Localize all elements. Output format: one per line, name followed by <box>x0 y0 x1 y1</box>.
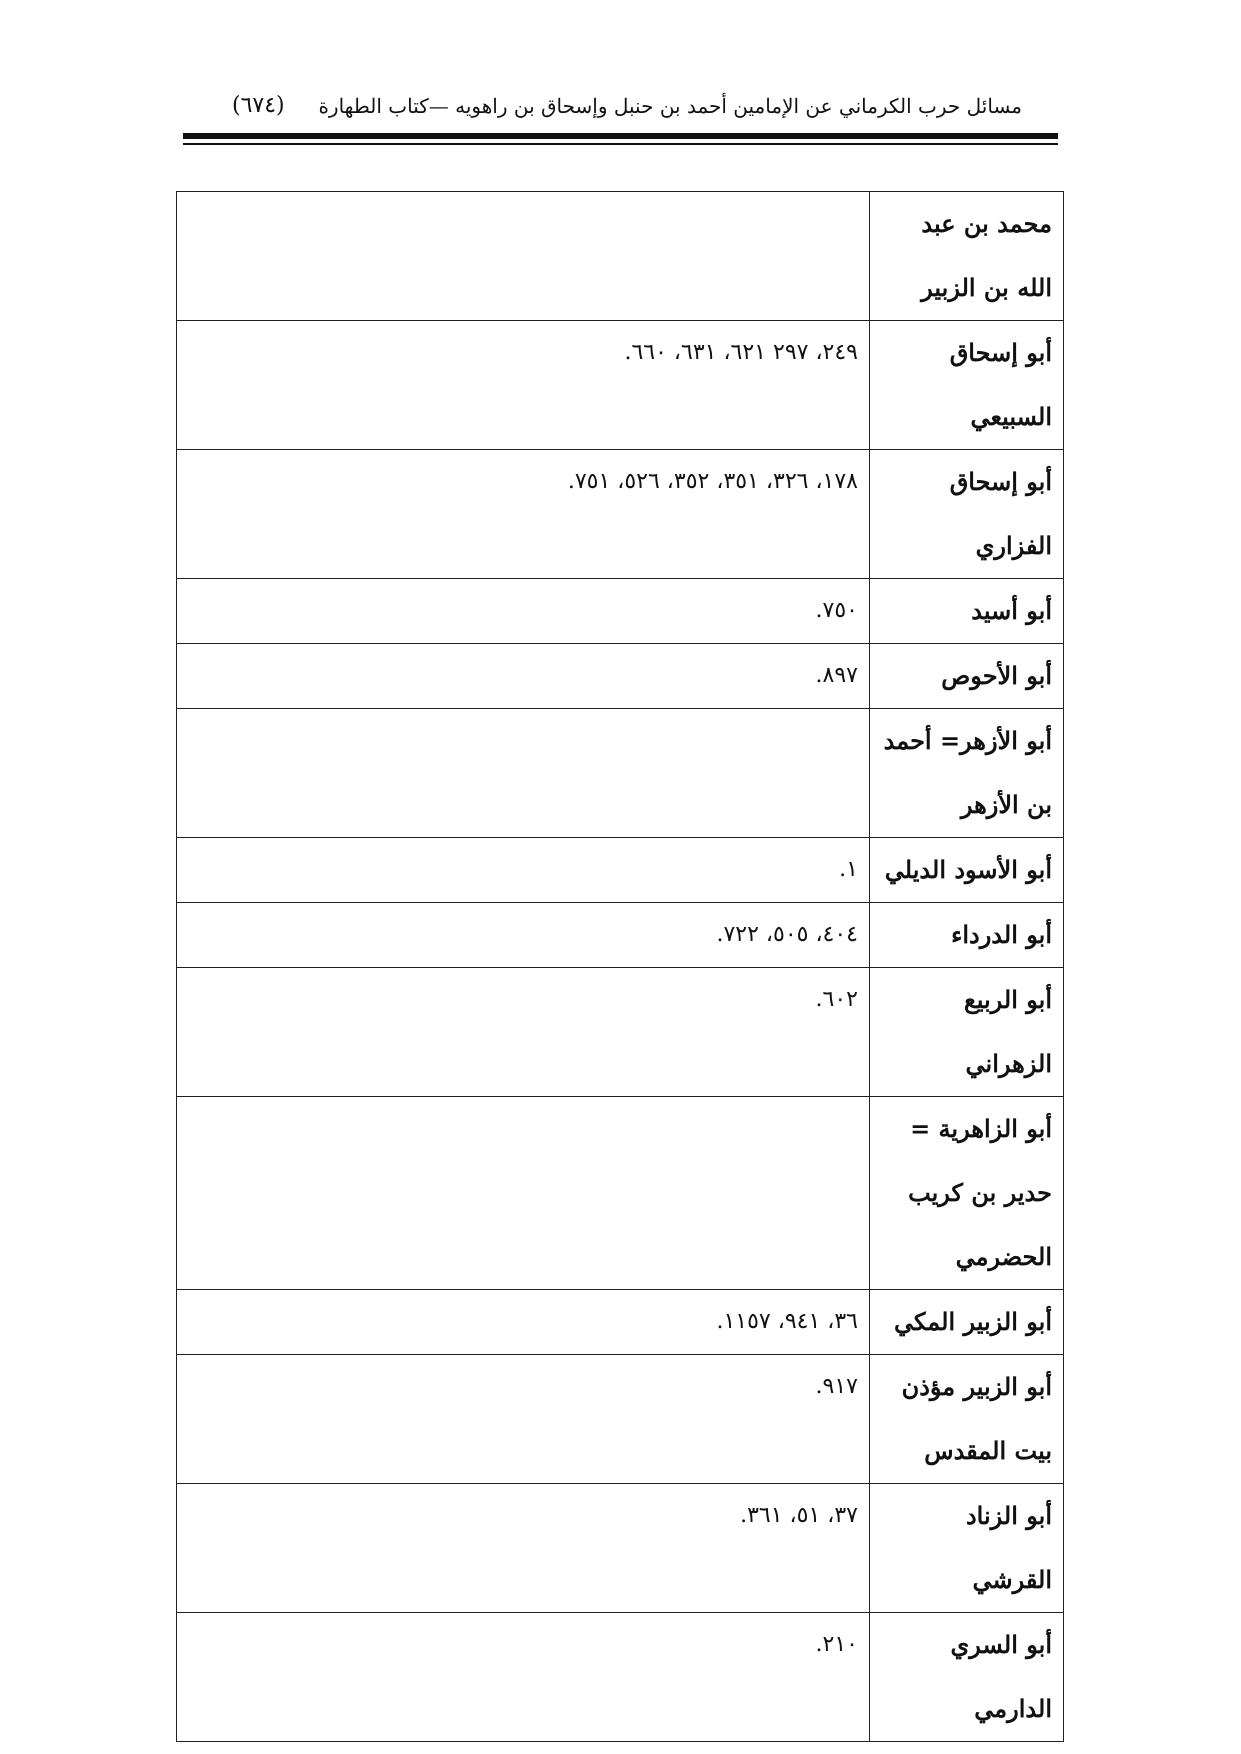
header-rule-thin <box>183 143 1058 145</box>
name-cell: أبو الأسود الديلي <box>870 838 1064 903</box>
name-cell: أبو السري الدارمي <box>870 1613 1064 1742</box>
table-row <box>177 450 1064 579</box>
name-cell: أبو الزبير مؤذن بيت المقدس <box>870 1355 1064 1484</box>
running-title: مسائل حرب الكرماني عن الإمامين أحمد بن حنبل وإسحاق بن راهويه —كتاب الطهارة <box>318 94 1022 118</box>
refs-cell: ٧٥٠. <box>177 579 870 644</box>
page-header <box>232 86 1022 126</box>
refs-cell: ٦٠٢. <box>177 968 870 1097</box>
page-number: (٦٧٤) <box>232 93 285 118</box>
refs-cell: ٢١٠. <box>177 1613 870 1742</box>
table-row <box>177 1613 1064 1742</box>
name-cell: أبو الزناد القرشي <box>870 1484 1064 1613</box>
name-cell: أبو الأزهر= أحمد بن الأزهر <box>870 709 1064 838</box>
refs-cell: ٨٩٧. <box>177 644 870 709</box>
name-cell: محمد بن عبد الله بن الزبير <box>870 192 1064 321</box>
table-row <box>177 1290 1064 1355</box>
refs-cell: ٤٠٤، ٥٠٥، ٧٢٢. <box>177 903 870 968</box>
refs-cell: ١٧٨، ٣٢٦، ٣٥١، ٣٥٢، ٥٢٦، ٧٥١. <box>177 450 870 579</box>
name-cell: أبو إسحاق السبيعي <box>870 321 1064 450</box>
table-row <box>177 1355 1064 1484</box>
table-row <box>177 644 1064 709</box>
name-cell: أبو الربيع الزهراني <box>870 968 1064 1097</box>
refs-cell: ٣٧، ٥١، ٣٦١. <box>177 1484 870 1613</box>
refs-cell <box>177 192 870 321</box>
name-cell: أبو الدرداء <box>870 903 1064 968</box>
refs-cell: ١. <box>177 838 870 903</box>
table-row <box>177 1484 1064 1613</box>
name-cell: أبو أسيد <box>870 579 1064 644</box>
refs-cell <box>177 1097 870 1290</box>
refs-cell <box>177 709 870 838</box>
table-row <box>177 321 1064 450</box>
name-cell: أبو إسحاق الفزاري <box>870 450 1064 579</box>
refs-cell: ٣٦، ٩٤١، ١١٥٧. <box>177 1290 870 1355</box>
header-rule-thick <box>183 133 1058 139</box>
table-row <box>177 579 1064 644</box>
name-cell: أبو الزبير المكي <box>870 1290 1064 1355</box>
table-row <box>177 838 1064 903</box>
name-cell: أبو الزاهرية = حدير بن كريب الحضرمي <box>870 1097 1064 1290</box>
table-row <box>177 968 1064 1097</box>
names-index-table <box>176 191 1064 1742</box>
refs-cell: ٩١٧. <box>177 1355 870 1484</box>
table-row <box>177 709 1064 838</box>
name-cell: أبو الأحوص <box>870 644 1064 709</box>
refs-cell: ٢٤٩، ٢٩٧ ٦٢١، ٦٣١، ٦٦٠. <box>177 321 870 450</box>
table-row <box>177 1097 1064 1290</box>
table-row <box>177 192 1064 321</box>
table-row <box>177 903 1064 968</box>
